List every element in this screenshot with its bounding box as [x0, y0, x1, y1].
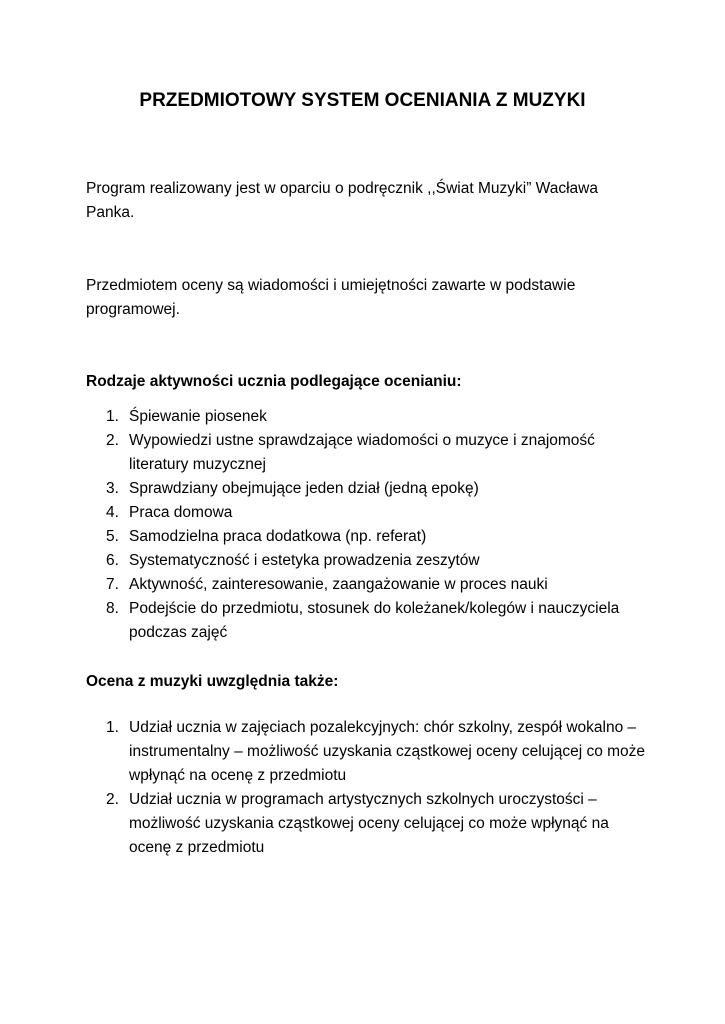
list-text: Aktywność, zainteresowanie, zaangażowanie w proces nauki [129, 576, 548, 593]
list-item [86, 549, 646, 573]
list-item [86, 477, 646, 501]
list-item [86, 405, 646, 429]
list-number: 8. [106, 600, 119, 617]
additional-criteria-list [86, 716, 646, 860]
list-text: Udział ucznia w programach artystycznych szkolnych uroczystości – możliwość uzyskania cząstkowej oceny celującej co może wpłynąć na ocenę z przedmiotu [129, 791, 609, 856]
list-number: 6. [106, 552, 119, 569]
list-text: Sprawdziany obejmujące jeden dział (jedną epokę) [129, 480, 479, 497]
list-item [86, 501, 646, 525]
list-text: Podejście do przedmiotu, stosunek do koleżanek/kolegów i nauczyciela podczas zajęć [129, 600, 620, 641]
list-text: Wypowiedzi ustne sprawdzające wiadomości o muzyce i znajomość literatury muzycznej [129, 432, 595, 473]
list-number: 2. [106, 432, 119, 449]
list-item [86, 573, 646, 597]
list-item [86, 597, 646, 645]
list-number: 5. [106, 528, 119, 545]
list-number: 1. [106, 719, 119, 736]
list-item [86, 716, 646, 788]
list-text: Praca domowa [129, 504, 233, 521]
list-number: 4. [106, 504, 119, 521]
assessment-scope-paragraph: Przedmiotem oceny są wiadomości i umiejętności zawarte w podstawie programowej. [86, 277, 576, 318]
list-number: 1. [106, 408, 119, 425]
list-text: Udział ucznia w zajęciach pozalekcyjnych: chór szkolny, zespół wokalno – instrumentalny – możliwość uzyskania cząstkowej oceny celującej co może wpłynąć na ocenę z przedmiotu [129, 719, 646, 784]
list-number: 2. [106, 791, 119, 808]
activities-heading: Rodzaje aktywności ucznia podlegające ocenianiu: [86, 373, 462, 390]
list-item [86, 788, 646, 860]
list-number: 3. [106, 480, 119, 497]
additional-criteria-heading: Ocena z muzyki uwzględnia także: [86, 673, 339, 690]
activities-list [86, 405, 646, 645]
list-item [86, 429, 646, 477]
list-text: Systematyczność i estetyka prowadzenia zeszytów [129, 552, 480, 569]
document-title: PRZEDMIOTOWY SYSTEM OCENIANIA Z MUZYKI [139, 90, 586, 111]
list-text: Samodzielna praca dodatkowa (np. referat) [129, 528, 427, 545]
list-text: Śpiewanie piosenek [129, 408, 267, 425]
list-number: 7. [106, 576, 119, 593]
intro-paragraph: Program realizowany jest w oparciu o podręcznik ,,Świat Muzyki” Wacława Panka. [86, 180, 598, 221]
list-item [86, 525, 646, 549]
